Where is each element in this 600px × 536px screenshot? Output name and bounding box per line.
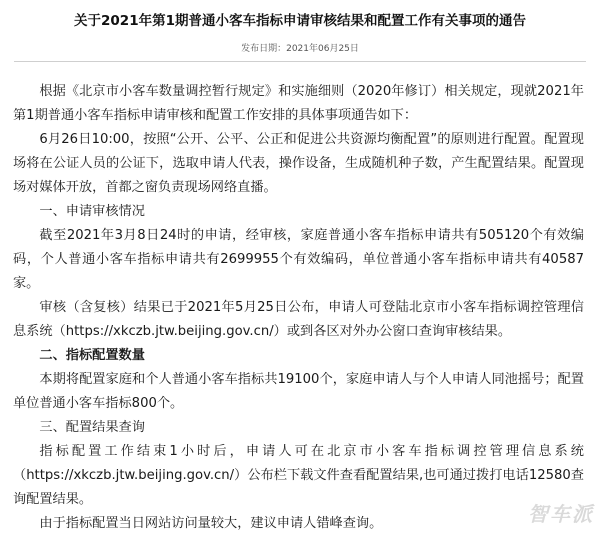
section-heading-quota: 二、指标配置数量 (39, 348, 145, 363)
review-result-paragraph: 审核（含复核）结果已于2021年5月25日公布，申请人可登陆北京市小客车指标调控管理信息系统（https://xkczb.jtw.beijing.gov.cn/）或到各区对外办公窗口查询审核结果。 (13, 300, 584, 339)
section-heading-review: 一、申请审核情况 (39, 204, 145, 219)
quota-paragraph: 本期将配置家庭和个人普通小客车指标共19100个，家庭申请人与个人申请人同池摇号；配置单位普通小客车指标800个。 (13, 372, 584, 411)
results-query-paragraph: 指标配置工作结束1小时后，申请人可在北京市小客车指标调控管理信息系统（https://xkczb.jtw.beijing.gov.cn/）公布栏下载文件查看配置结果,也可通过拨打电话12580查询配置结果。 (13, 444, 584, 507)
notice-title: 关于2021年第1期普通小客车指标申请审核结果和配置工作有关事项的通告 (74, 13, 526, 29)
off-peak-paragraph: 由于指标配置当日网站访问量较大，建议申请人错峰查询。 (39, 516, 383, 531)
watermark-logo: 智车派 (528, 502, 594, 526)
section-heading-results: 三、配置结果查询 (39, 420, 145, 435)
notice-body (0, 62, 600, 536)
schedule-paragraph: 6月26日10:00，按照“公开、公平、公正和促进公共资源均衡配置”的原则进行配置。配置现场将在公证人员的公证下，选取申请人代表，操作设备，生成随机种子数，产生配置结果。配置现场对媒体开放，首都之窗负责现场网络直播。 (13, 132, 584, 195)
intro-paragraph: 根据《北京市小客车数量调控暂行规定》和实施细则（2020年修订）相关规定，现就2021年第1期普通小客车指标申请审核和配置工作安排的具体事项通告如下： (13, 84, 584, 123)
review-count-paragraph: 截至2021年3月8日24时的申请，经审核，家庭普通小客车指标申请共有505120个有效编码，个人普通小客车指标申请共有2699955个有效编码，单位普通小客车指标申请共有40587家。 (13, 228, 584, 291)
publish-date: 发布日期：2021年06月25日 (241, 44, 359, 54)
